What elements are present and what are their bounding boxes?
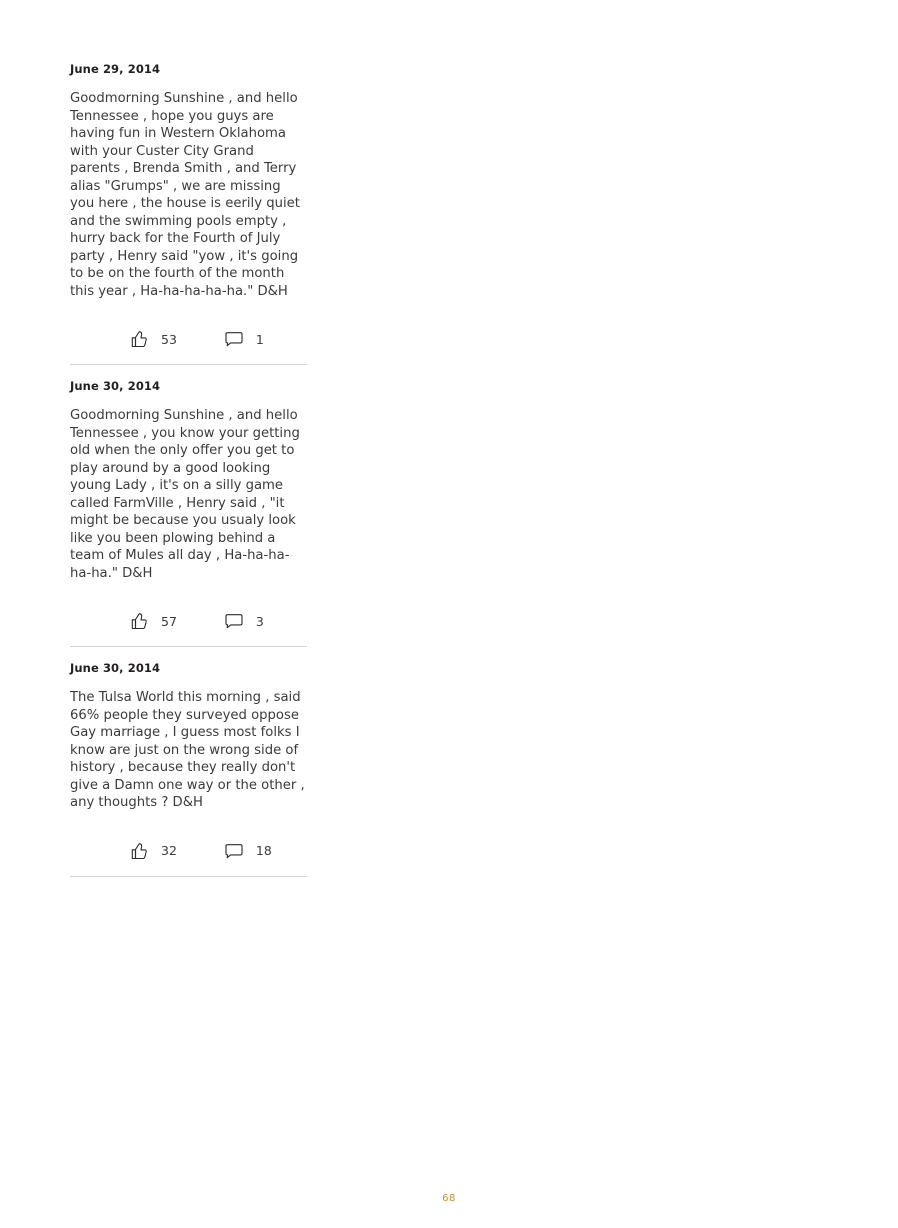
speech-bubble-icon	[221, 326, 247, 352]
post-divider	[70, 646, 307, 647]
post-stats	[126, 606, 308, 636]
speech-bubble-icon	[221, 608, 247, 634]
post-date: June 30, 2014	[70, 379, 161, 393]
like-stat[interactable]	[126, 838, 177, 864]
comment-stat[interactable]	[221, 326, 264, 352]
comment-count: 3	[255, 613, 264, 629]
post-stats	[126, 324, 308, 354]
comment-count: 1	[255, 331, 264, 347]
thumbs-up-icon	[126, 838, 152, 864]
like-count: 57	[161, 613, 177, 629]
post-entry	[70, 379, 308, 647]
post-entry	[70, 62, 308, 365]
post-column	[70, 62, 308, 891]
post-stats	[126, 836, 308, 866]
post-entry	[70, 661, 308, 877]
post-date: June 30, 2014	[70, 661, 161, 675]
post-date: June 29, 2014	[70, 62, 161, 76]
speech-bubble-icon	[221, 838, 247, 864]
like-stat[interactable]	[126, 608, 177, 634]
post-divider	[70, 876, 307, 877]
like-count: 32	[161, 843, 177, 858]
post-text: Goodmorning Sunshine , and hello Tennessee , you know your getting old when the only offer you get to play around by a good looking young Lady , it's on a silly game called FarmVille , Henry said , "it might be because you usualy look like you been plowing behind a team of Mules all day , Ha-ha-ha-ha-ha." D&H	[70, 408, 300, 581]
comment-count: 18	[255, 843, 272, 858]
page-number: 68	[442, 1193, 456, 1204]
comment-stat[interactable]	[221, 838, 272, 864]
like-stat[interactable]	[126, 326, 177, 352]
comment-stat[interactable]	[221, 608, 264, 634]
post-text: Goodmorning Sunshine , and hello Tennessee , hope you guys are having fun in Western Oklahoma with your Custer City Grand parents , Brenda Smith , and Terry alias "Grumps" , we are missing you here , the house is eerily quiet and the swimming pools empty , hurry back for the Fourth of July party , Henry said "yow , it's going to be on the fourth of the month this year , Ha-ha-ha-ha-ha." D&H	[70, 91, 300, 299]
thumbs-up-icon	[126, 326, 152, 352]
post-text: The Tulsa World this morning , said 66% people they surveyed oppose Gay marriage , I guess most folks I know are just on the wrong side of history , because they really don't give a Damn one way or the other , any thoughts ? D&H	[70, 690, 305, 810]
thumbs-up-icon	[126, 608, 152, 634]
like-count: 53	[161, 331, 177, 347]
post-divider	[70, 364, 307, 365]
